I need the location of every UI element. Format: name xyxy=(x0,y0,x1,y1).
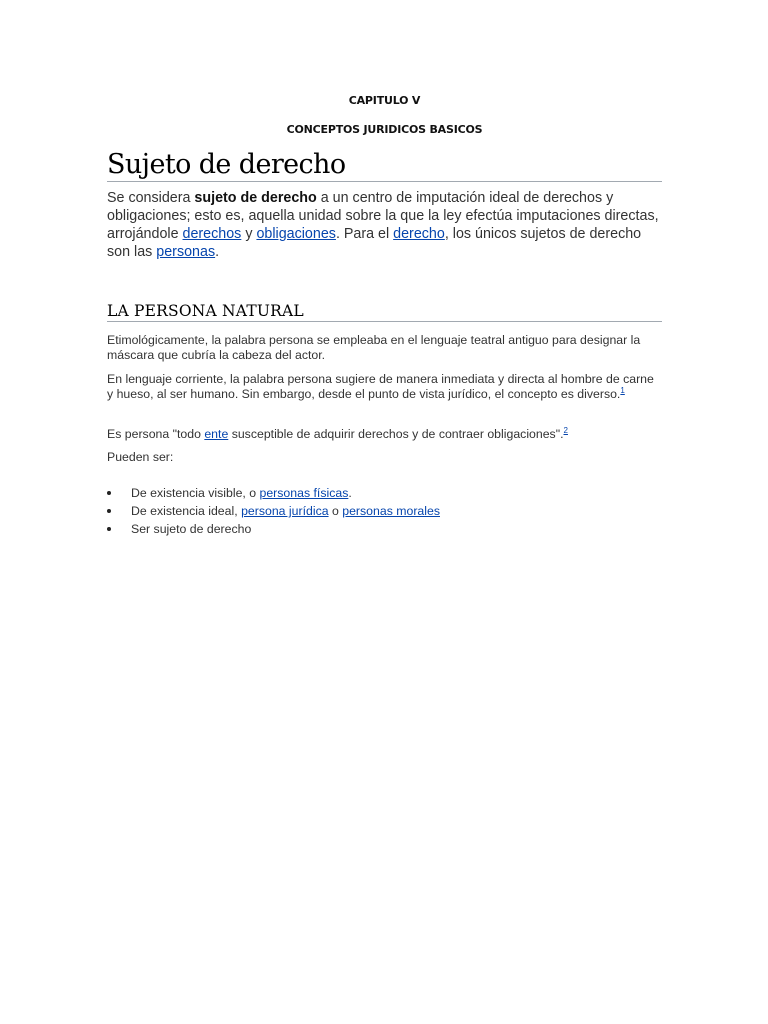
link-derechos[interactable]: derechos xyxy=(182,226,242,242)
lead-text: Se considera xyxy=(107,190,195,206)
bullet-icon xyxy=(107,491,111,495)
list-item xyxy=(107,520,662,538)
footnote-ref-2[interactable] xyxy=(564,426,568,435)
bullet-icon xyxy=(107,527,111,531)
paragraph-text: Es persona "todo xyxy=(107,427,205,441)
paragraph-lenguaje-corriente xyxy=(107,372,662,402)
link-ente[interactable]: ente xyxy=(204,427,229,441)
list-item-text: Ser sujeto de derecho xyxy=(131,522,252,536)
section-heading-sujeto-de-derecho: Sujeto de derecho xyxy=(107,146,662,182)
paragraph-text: susceptible de adquirir derechos y de contraer obligaciones". xyxy=(228,427,564,441)
paragraph-es-persona xyxy=(107,427,662,442)
footnote-ref-1[interactable] xyxy=(620,386,624,395)
lead-text: , los únicos sujetos de derecho son las xyxy=(107,226,642,260)
list-item-text: De existencia visible, o xyxy=(131,486,260,500)
link-personas-morales[interactable]: personas morales xyxy=(342,504,440,518)
list-item-text: . xyxy=(348,486,352,500)
chapter-label: CAPITULO V xyxy=(348,94,421,107)
lead-text: . xyxy=(215,244,220,260)
paragraph-etimologia: Etimológicamente, la palabra persona se empleaba en el lenguaje teatral antiguo para designar la máscara que cubría la cabeza del actor. xyxy=(107,333,641,362)
lead-bold-term: sujeto de derecho xyxy=(194,190,317,206)
lead-paragraph xyxy=(107,189,662,261)
lead-text: . Para el xyxy=(335,226,394,242)
link-obligaciones[interactable]: obligaciones xyxy=(256,226,336,242)
bullet-icon xyxy=(107,509,111,513)
section-heading-persona-natural: LA PERSONA NATURAL xyxy=(107,300,662,322)
lead-text: y xyxy=(241,226,257,242)
list-item-text: De existencia ideal, xyxy=(131,504,242,518)
types-list xyxy=(107,484,662,538)
link-derecho[interactable]: derecho xyxy=(393,226,445,242)
footnote-link-1[interactable]: 1 xyxy=(620,385,625,395)
list-item-text: o xyxy=(328,504,343,518)
chapter-subtitle: CONCEPTOS JURIDICOS BASICOS xyxy=(286,123,483,136)
lead-text: a un centro de imputación ideal de derechos y obligaciones; esto es, aquella unidad sobre la que la ley efectúa imputaciones directas, arrojándole xyxy=(107,190,659,242)
link-personas[interactable]: personas xyxy=(156,244,216,260)
link-persona-juridica[interactable]: persona jurídica xyxy=(241,504,329,518)
list-item xyxy=(107,502,662,520)
paragraph-pueden-ser: Pueden ser: xyxy=(107,450,174,464)
footnote-link-2[interactable]: 2 xyxy=(563,425,568,435)
list-item xyxy=(107,484,662,502)
link-personas-fisicas[interactable]: personas físicas xyxy=(259,486,349,500)
paragraph-text: En lenguaje corriente, la palabra persona sugiere de manera inmediata y directa al hombre de carne y hueso, al ser humano. Sin embargo, desde el punto de vista jurídico, el concepto es diverso. xyxy=(107,372,654,401)
